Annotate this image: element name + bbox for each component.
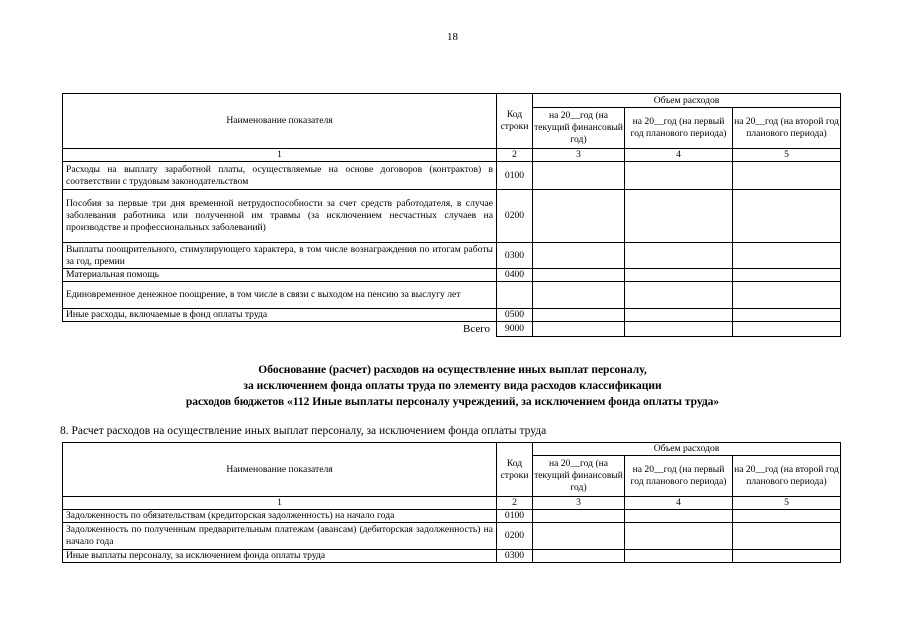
value-cell xyxy=(625,243,733,269)
value-cell xyxy=(625,162,733,190)
value-cell xyxy=(533,243,625,269)
value-cell xyxy=(533,162,625,190)
row-code xyxy=(497,282,533,309)
row-code: 0400 xyxy=(497,269,533,282)
col-number: 1 xyxy=(63,149,497,162)
total-row xyxy=(63,322,841,337)
table-row xyxy=(63,523,841,550)
col-number: 5 xyxy=(733,149,841,162)
row-name: Материальная помощь xyxy=(63,269,497,282)
table-row xyxy=(63,190,841,243)
header-col3: на 20__год (на текущий финансовый год) xyxy=(533,456,625,497)
row-code: 0500 xyxy=(497,309,533,322)
value-cell xyxy=(733,282,841,309)
table-row xyxy=(63,282,841,309)
value-cell xyxy=(625,322,733,337)
header-col5: на 20__год (на второй год планового периода) xyxy=(733,108,841,149)
col-number: 4 xyxy=(625,149,733,162)
row-name: Выплаты поощрительного, стимулирующего характера, в том числе вознаграждения по итогам работы за год, премии xyxy=(63,243,497,269)
value-cell xyxy=(625,523,733,550)
row-code: 0300 xyxy=(497,550,533,563)
total-code: 9000 xyxy=(497,322,533,337)
value-cell xyxy=(533,523,625,550)
total-label: Всего xyxy=(463,323,490,336)
row-name: Задолженность по обязательствам (кредиторская задолженность) на начало года xyxy=(63,510,497,523)
value-cell xyxy=(733,550,841,563)
header-code: Код строки xyxy=(497,94,533,149)
header-volume: Объем расходов xyxy=(533,94,841,108)
header-col4: на 20__год (на первый год планового периода) xyxy=(625,456,733,497)
col-number: 2 xyxy=(497,497,533,510)
value-cell xyxy=(625,309,733,322)
section-title xyxy=(0,362,905,410)
value-cell xyxy=(733,190,841,243)
value-cell xyxy=(625,510,733,523)
section-title-line: расходов бюджетов «112 Иные выплаты персоналу учреждений, за исключением фонда оплаты труда» xyxy=(185,396,720,408)
section-title-line: за исключением фонда оплаты труда по элементу вида расходов классификации xyxy=(243,380,662,392)
page-number: 18 xyxy=(447,31,458,43)
col-number: 4 xyxy=(625,497,733,510)
value-cell xyxy=(733,309,841,322)
expenses-table-1 xyxy=(62,93,841,337)
row-name: Расходы на выплату заработной платы, осуществляемые на основе договоров (контрактов) в соответствии с трудовым законодательством xyxy=(63,162,497,190)
row-code: 0200 xyxy=(497,190,533,243)
header-col5: на 20__год (на второй год планового периода) xyxy=(733,456,841,497)
header-name: Наименование показателя xyxy=(63,94,497,149)
value-cell xyxy=(533,510,625,523)
section-title-line: Обоснование (расчет) расходов на осуществление иных выплат персоналу, xyxy=(258,364,647,376)
header-col3: на 20__год (на текущий финансовый год) xyxy=(533,108,625,149)
value-cell xyxy=(733,162,841,190)
value-cell xyxy=(625,190,733,243)
value-cell xyxy=(733,269,841,282)
row-code: 0100 xyxy=(497,162,533,190)
value-cell xyxy=(533,309,625,322)
row-name: Иные расходы, включаемые в фонд оплаты труда xyxy=(63,309,497,322)
col-number: 5 xyxy=(733,497,841,510)
section-subtitle: 8. Расчет расходов на осуществление иных выплат персоналу, за исключением фонда оплаты труда xyxy=(60,425,547,437)
value-cell xyxy=(733,510,841,523)
value-cell xyxy=(533,190,625,243)
value-cell xyxy=(625,550,733,563)
value-cell xyxy=(733,523,841,550)
table-row xyxy=(63,309,841,322)
value-cell xyxy=(533,322,625,337)
table-row xyxy=(63,510,841,523)
value-cell xyxy=(625,269,733,282)
header-col4: на 20__год (на первый год планового периода) xyxy=(625,108,733,149)
expenses-table-2 xyxy=(62,442,841,563)
row-name: Задолженность по полученным предварительным платежам (авансам) (дебиторская задолженность) на начало года xyxy=(63,523,497,550)
col-number: 3 xyxy=(533,497,625,510)
row-name: Пособия за первые три дня временной нетрудоспособности за счет средств работодателя, в случае заболевания работника или полученной им травмы (за исключением несчастных случаев на производстве и профессиональных заболеваний) xyxy=(63,190,497,243)
table-row xyxy=(63,550,841,563)
value-cell xyxy=(733,322,841,337)
row-name: Иные выплаты персоналу, за исключением фонда оплаты труда xyxy=(63,550,497,563)
value-cell xyxy=(533,282,625,309)
col-number: 1 xyxy=(63,497,497,510)
row-name: Единовременное денежное поощрение, в том числе в связи с выходом на пенсию за выслугу лет xyxy=(63,282,497,309)
value-cell xyxy=(533,550,625,563)
col-number: 2 xyxy=(497,149,533,162)
header-volume: Объем расходов xyxy=(533,443,841,456)
value-cell xyxy=(733,243,841,269)
col-number: 3 xyxy=(533,149,625,162)
table-row xyxy=(63,243,841,269)
value-cell xyxy=(625,282,733,309)
table-row xyxy=(63,162,841,190)
table-row xyxy=(63,269,841,282)
row-code: 0100 xyxy=(497,510,533,523)
header-code: Код строки xyxy=(497,443,533,497)
row-code: 0200 xyxy=(497,523,533,550)
row-code: 0300 xyxy=(497,243,533,269)
value-cell xyxy=(533,269,625,282)
header-name: Наименование показателя xyxy=(63,443,497,497)
